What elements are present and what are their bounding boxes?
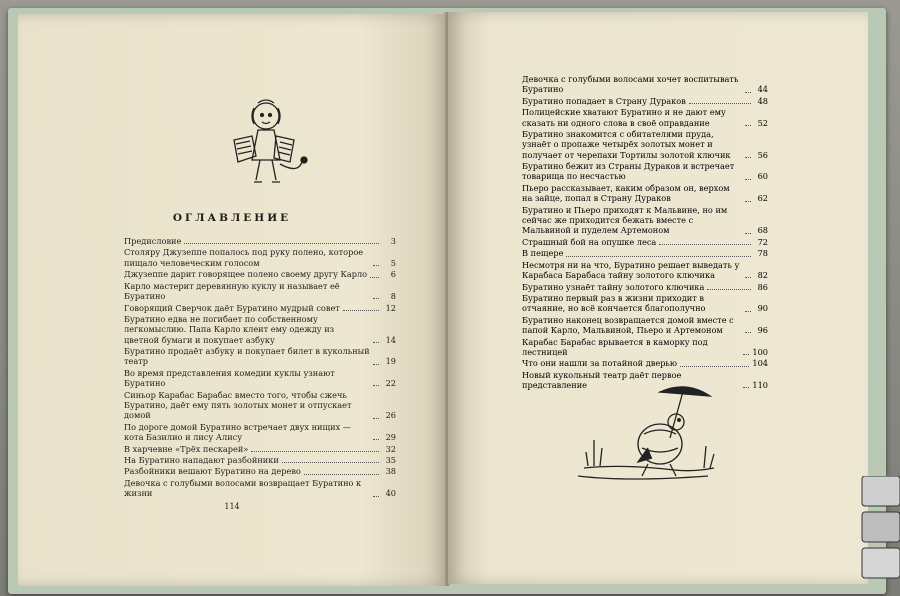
- toc-leader-dots: [745, 277, 751, 278]
- toc-leader-dots: [343, 310, 379, 311]
- toc-entry-page: 19: [385, 356, 396, 367]
- toc-leader-dots: [745, 201, 751, 202]
- toc-entry-page: 110: [752, 380, 768, 391]
- toc-leader-dots: [370, 277, 379, 278]
- toc-leader-dots: [745, 233, 751, 234]
- lion-illustration-icon: [214, 94, 314, 204]
- toc-entry-title: Пьеро рассказывает, каким образом он, верхом на зайце, попал в Страну Дураков: [522, 182, 730, 204]
- toc-entry-page: 86: [757, 281, 768, 292]
- toc-entry-page: 29: [385, 432, 396, 443]
- left-page: [18, 14, 446, 586]
- toc-entry-title: Буратино бежит из Страны Дураков и встречает товарища по несчастью: [522, 161, 735, 182]
- toc-leader-dots: [373, 418, 379, 419]
- toc-entry-page: 35: [385, 455, 396, 465]
- toc-entry: [124, 455, 396, 465]
- toc-entry-page: 56: [757, 149, 768, 160]
- toc-heading: ОГЛАВЛЕНИЕ: [172, 212, 292, 224]
- toc-leader-dots: [304, 474, 379, 475]
- toc-entry: [124, 368, 396, 389]
- toc-entry-title: Буратино попадает в Страну Дураков: [522, 95, 686, 106]
- toc-entry-page: 68: [757, 225, 768, 236]
- toc-entry-page: 48: [757, 95, 768, 106]
- toc-entry-title: Карло мастерит деревянную куклу и называет её Буратино: [124, 280, 340, 302]
- toc-entry-page: 52: [757, 117, 768, 128]
- toc-entry-page: 62: [757, 193, 768, 204]
- toc-entry-title: Предисловие: [124, 236, 182, 246]
- toc-entry-page: 100: [752, 346, 768, 357]
- toc-entry-page: 72: [757, 236, 768, 247]
- toc-leader-dots: [373, 385, 379, 386]
- toc-entry-page: 6: [390, 269, 396, 280]
- toc-entry-title: Джузеппе дарит говорящее полено своему другу Карло: [124, 269, 368, 280]
- toc-entry: [522, 96, 768, 106]
- toc-entry-title: Несмотря ни на что, Буратино решает выведать у Карабаса Барабаса тайну золотого ключика: [522, 259, 740, 281]
- toc-entry-page: 3: [390, 236, 396, 246]
- toc-entry: [124, 466, 396, 476]
- toc-entry-title: Разбойники вешают Буратино на дерево: [124, 466, 301, 477]
- toc-entry-title: Буратино знакомится с обитателями пруда, узнаёт о пропаже четырёх золотых монет и получает от черепахи Тортилы золотой ключик: [522, 129, 731, 160]
- toc-entry-title: Говорящий Сверчок даёт Буратино мудрый совет: [124, 302, 340, 313]
- toc-entry-title: В пещере: [522, 248, 564, 259]
- toc-entry: [522, 315, 768, 336]
- toc-entry: [522, 237, 768, 247]
- toc-leader-dots: [745, 332, 751, 333]
- toc-entry-page: 96: [757, 325, 768, 336]
- toc-leader-dots: [680, 366, 749, 367]
- toc-entry: [522, 370, 768, 391]
- toc-entry: [522, 282, 768, 292]
- toc-entry-title: Новый кукольный театр даёт первое представление: [522, 369, 682, 391]
- toc-leader-dots: [743, 387, 749, 388]
- toc-leader-dots: [373, 439, 379, 440]
- toc-entry-title: Буратино продаёт азбуку и покупает билет в кукольный театр: [124, 346, 370, 367]
- toc-leader-dots: [689, 103, 751, 104]
- toc-entry: [124, 247, 396, 268]
- toc-entry: [522, 74, 768, 95]
- toc-leader-dots: [745, 311, 751, 312]
- toc-entry-title: По дороге домой Буратино встречает двух нищих — кота Базилио и лису Алису: [124, 421, 351, 443]
- toc-entry: [124, 236, 396, 246]
- toc-entry-title: Буратино едва не погибает по собственному легкомыслию. Папа Карло клеит ему одежду из цветной бумаги и покупает азбуку: [124, 314, 335, 345]
- toc-entry: [522, 205, 768, 236]
- toc-entry-page: 82: [757, 270, 768, 281]
- toc-entry: [522, 183, 768, 204]
- toc-entry: [124, 478, 396, 499]
- toc-entry-page: 32: [385, 443, 396, 454]
- toc-entry-page: 14: [385, 334, 396, 345]
- toc-list-right: [522, 74, 768, 392]
- toc-entry: [124, 422, 396, 443]
- toc-entry-page: 38: [385, 466, 396, 477]
- toc-entry: [522, 293, 768, 314]
- toc-entry: [522, 248, 768, 258]
- toc-leader-dots: [251, 451, 379, 452]
- toc-entry-title: Буратино и Пьеро приходят к Мальвине, но им сейчас же приходится бежать вместе с Мальвиной и пуделем Артемоном: [522, 204, 728, 236]
- toc-entry: [124, 281, 396, 302]
- toc-entry-page: 78: [757, 248, 768, 259]
- toc-entry-page: 44: [757, 84, 768, 95]
- toc-entry-page: 8: [390, 291, 396, 302]
- toc-entry-title: Столяру Джузеппе попалось под руку полено, которое пищало человеческим голосом: [124, 247, 364, 268]
- binder-clip-icon: [858, 476, 900, 580]
- toc-entry-title: Девочка с голубыми волосами возвращает Буратино к жизни: [124, 477, 362, 499]
- toc-entry-page: 12: [385, 302, 396, 313]
- toc-list-left: [124, 236, 396, 500]
- toc-leader-dots: [373, 342, 379, 343]
- toc-leader-dots: [743, 354, 749, 355]
- turtle-umbrella-illustration-icon: [564, 378, 724, 488]
- toc-leader-dots: [707, 289, 751, 290]
- toc-entry-title: В харчевне «Трёх пескарей»: [124, 443, 249, 454]
- toc-entry-title: Во время представления комедии куклы узнают Буратино: [124, 367, 335, 389]
- toc-entry: [522, 358, 768, 368]
- toc-entry-title: Карабас Барабас врывается в каморку под лестницей: [522, 336, 708, 357]
- toc-leader-dots: [184, 243, 379, 244]
- toc-entry: [522, 107, 768, 128]
- toc-entry-title: Синьор Карабас Барабас вместо того, чтобы сжечь Буратино, даёт ему пять золотых монет и отпускает домой: [124, 389, 352, 421]
- toc-leader-dots: [373, 496, 379, 497]
- toc-entry-title: Буратино наконец возвращается домой вместе с папой Карло, Мальвиной, Пьеро и Артемоном: [522, 314, 734, 336]
- toc-entry-title: Что они нашли за потайной дверью: [522, 358, 678, 369]
- page-number: 114: [224, 502, 240, 511]
- toc-entry-title: Страшный бой на опушке леса: [522, 236, 657, 247]
- toc-entry: [124, 303, 396, 313]
- toc-leader-dots: [373, 265, 379, 266]
- toc-entry-title: Буратино узнаёт тайну золотого ключика: [522, 281, 705, 292]
- toc-entry-title: Девочка с голубыми волосами хочет воспитывать Буратино: [522, 74, 739, 95]
- toc-leader-dots: [373, 298, 379, 299]
- toc-entry: [522, 260, 768, 281]
- toc-leader-dots: [282, 462, 379, 463]
- toc-entry: [522, 129, 768, 160]
- toc-entry-page: 40: [385, 488, 396, 499]
- toc-leader-dots: [373, 364, 379, 365]
- toc-entry-page: 60: [757, 171, 768, 182]
- toc-entry: [522, 161, 768, 182]
- toc-entry: [124, 346, 396, 367]
- toc-entry-title: На Буратино нападают разбойники: [124, 455, 279, 465]
- toc-leader-dots: [745, 179, 751, 180]
- toc-entry-page: 26: [385, 410, 396, 421]
- toc-leader-dots: [659, 244, 751, 245]
- toc-entry: [124, 444, 396, 454]
- toc-entry-page: 104: [752, 358, 768, 369]
- toc-entry-page: 22: [385, 378, 396, 389]
- toc-leader-dots: [745, 125, 751, 126]
- toc-leader-dots: [745, 157, 751, 158]
- toc-entry-title: Полицейские хватают Буратино и не дают ему сказать ни одного слова в своё оправдание: [522, 107, 726, 128]
- toc-entry-page: 90: [757, 303, 768, 314]
- toc-entry: [124, 269, 396, 279]
- toc-entry: [124, 390, 396, 421]
- toc-leader-dots: [745, 92, 751, 93]
- toc-entry-title: Буратино первый раз в жизни приходит в отчаяние, но всё кончается благополучно: [522, 293, 706, 314]
- toc-entry: [124, 314, 396, 345]
- toc-leader-dots: [566, 256, 751, 257]
- toc-entry-page: 5: [390, 257, 396, 268]
- toc-entry: [522, 337, 768, 358]
